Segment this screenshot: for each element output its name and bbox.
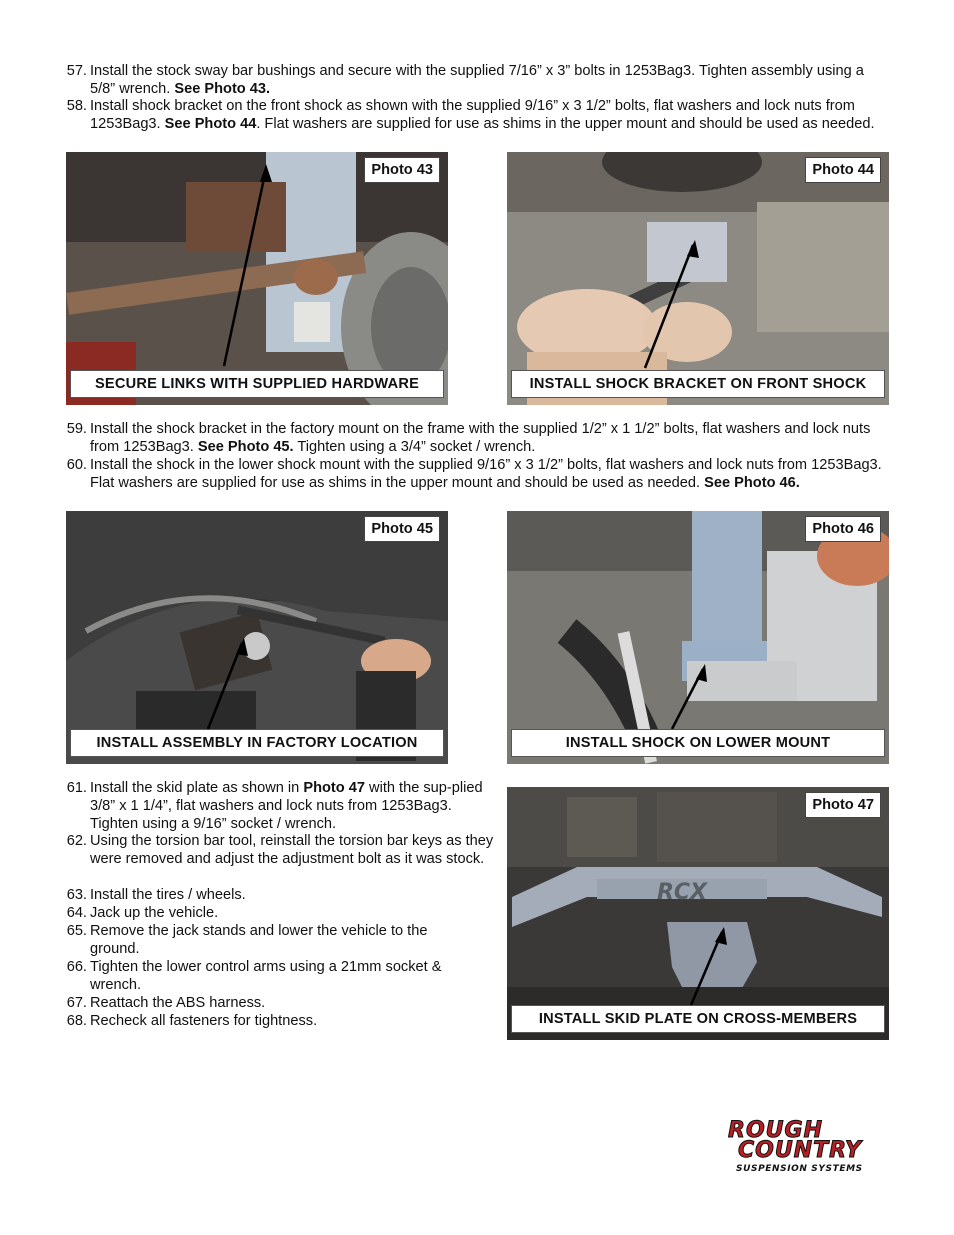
photo-47-scene	[507, 787, 889, 1040]
step-65-text: Remove the jack stands and lower the vehicle to the ground.	[90, 923, 428, 957]
photo-45-tag: Photo 45	[364, 516, 440, 542]
step-65: 65. Remove the jack stands and lower the vehicle to the ground.	[61, 922, 461, 958]
photo-47	[507, 787, 889, 1040]
photo-44-caption: INSTALL SHOCK BRACKET ON FRONT SHOCK	[511, 370, 885, 398]
photo-43-caption: SECURE LINKS WITH SUPPLIED HARDWARE	[70, 370, 444, 398]
step-62: 62. Using the torsion bar tool, reinstall the torsion bar keys as they were removed and adjust the adjustment bolt as it was stock.	[61, 832, 506, 868]
photo-43-tag: Photo 43	[364, 157, 440, 183]
step-63: 63. Install the tires / wheels.	[61, 886, 501, 904]
photo-44-scene	[507, 152, 889, 405]
photo-46-tag: Photo 46	[805, 516, 881, 542]
step-64: 64. Jack up the vehicle.	[61, 904, 501, 922]
photo-47-tag: Photo 47	[805, 792, 881, 818]
photo-45-scene	[66, 511, 448, 764]
step-64-text: Jack up the vehicle.	[90, 905, 219, 921]
logo-line-3: SUSPENSION SYSTEMS	[736, 1164, 863, 1174]
photo-46-caption: INSTALL SHOCK ON LOWER MOUNT	[511, 729, 885, 757]
step-66: 66. Tighten the lower control arms using a 21mm socket & wrench.	[61, 958, 481, 994]
rough-country-logo	[726, 1118, 894, 1182]
photo-46	[507, 511, 889, 764]
step-60-text: Install the shock in the lower shock mount with the supplied 9/16” x 3 1/2” bolts, flat washers and lock nuts from 1253Bag3. Flat washers are supplied for use as shims in the upper mount and should be used as needed. See Photo 46.	[90, 457, 882, 491]
photo-47-caption: INSTALL SKID PLATE ON CROSS-MEMBERS	[511, 1005, 885, 1033]
svg-text:RCX: RCX	[656, 880, 708, 905]
photo-43	[66, 152, 448, 405]
photo-45	[66, 511, 448, 764]
photo-45-caption: INSTALL ASSEMBLY IN FACTORY LOCATION	[70, 729, 444, 757]
step-61: 61. Install the skid plate as shown in Photo 47 with the sup-plied 3/8” x 1 1/4”, flat washers and lock nuts from 1253Bag3. Tighten using a 9/16” socket / wrench.	[61, 779, 501, 833]
photo-46-scene	[507, 511, 889, 764]
step-57: 57. Install the stock sway bar bushings and secure with the supplied 7/16” x 3” bolts in 1253Bag3. Tighten assembly using a 5/8” wrench. See Photo 43.	[61, 62, 891, 98]
logo-line-1: ROUGH	[728, 1118, 823, 1143]
step-58-text: Install shock bracket on the front shock as shown with the supplied 9/16” x 3 1/2” bolts, flat washers and lock nuts from 1253Bag3. See Photo 44. Flat washers are supplied for use as shims in the upper mount and should be used as needed.	[90, 98, 875, 132]
step-66-text: Tighten the lower control arms using a 21mm socket & wrench.	[90, 959, 442, 993]
step-59: 59. Install the shock bracket in the factory mount on the frame with the supplied 1/2” x 1 1/2” bolts, flat washers and lock nuts from 1253Bag3. See Photo 45. Tighten using a 3/4” socket / wrench.	[61, 420, 891, 456]
step-58: 58. Install shock bracket on the front shock as shown with the supplied 9/16” x 3 1/2” bolts, flat washers and lock nuts from 1253Bag3. See Photo 44. Flat washers are supplied for use as shims in the upper mount and should be used as needed.	[61, 97, 891, 133]
step-68: 68. Recheck all fasteners for tightness.	[61, 1012, 501, 1030]
step-59-text: Install the shock bracket in the factory mount on the frame with the supplied 1/2” x 1 1/2” bolts, flat washers and lock nuts from 1253Bag3. See Photo 45. Tighten using a 3/4” socket / wrench.	[90, 421, 871, 455]
step-60: 60. Install the shock in the lower shock mount with the supplied 9/16” x 3 1/2” bolts, flat washers and lock nuts from 1253Bag3. Flat washers are supplied for use as shims in the upper mount and should be used as needed. See Photo 46.	[61, 456, 891, 492]
step-67: 67. Reattach the ABS harness.	[61, 994, 501, 1012]
logo-line-2: COUNTRY	[738, 1138, 862, 1163]
step-61-text: Install the skid plate as shown in Photo 47 with the sup-plied 3/8” x 1 1/4”, flat washers and lock nuts from 1253Bag3. Tighten using a 9/16” socket / wrench.	[90, 780, 483, 832]
step-68-text: Recheck all fasteners for tightness.	[90, 1013, 318, 1029]
step-67-text: Reattach the ABS harness.	[90, 995, 266, 1011]
photo-44	[507, 152, 889, 405]
step-62-text: Using the torsion bar tool, reinstall the torsion bar keys as they were removed and adjust the adjustment bolt as it was stock.	[90, 833, 494, 867]
photo-43-scene	[66, 152, 448, 405]
step-63-text: Install the tires / wheels.	[90, 887, 246, 903]
photo-44-tag: Photo 44	[805, 157, 881, 183]
step-57-text: Install the stock sway bar bushings and secure with the supplied 7/16” x 3” bolts in 1253Bag3. Tighten assembly using a 5/8” wrench. See Photo 43.	[90, 63, 864, 97]
